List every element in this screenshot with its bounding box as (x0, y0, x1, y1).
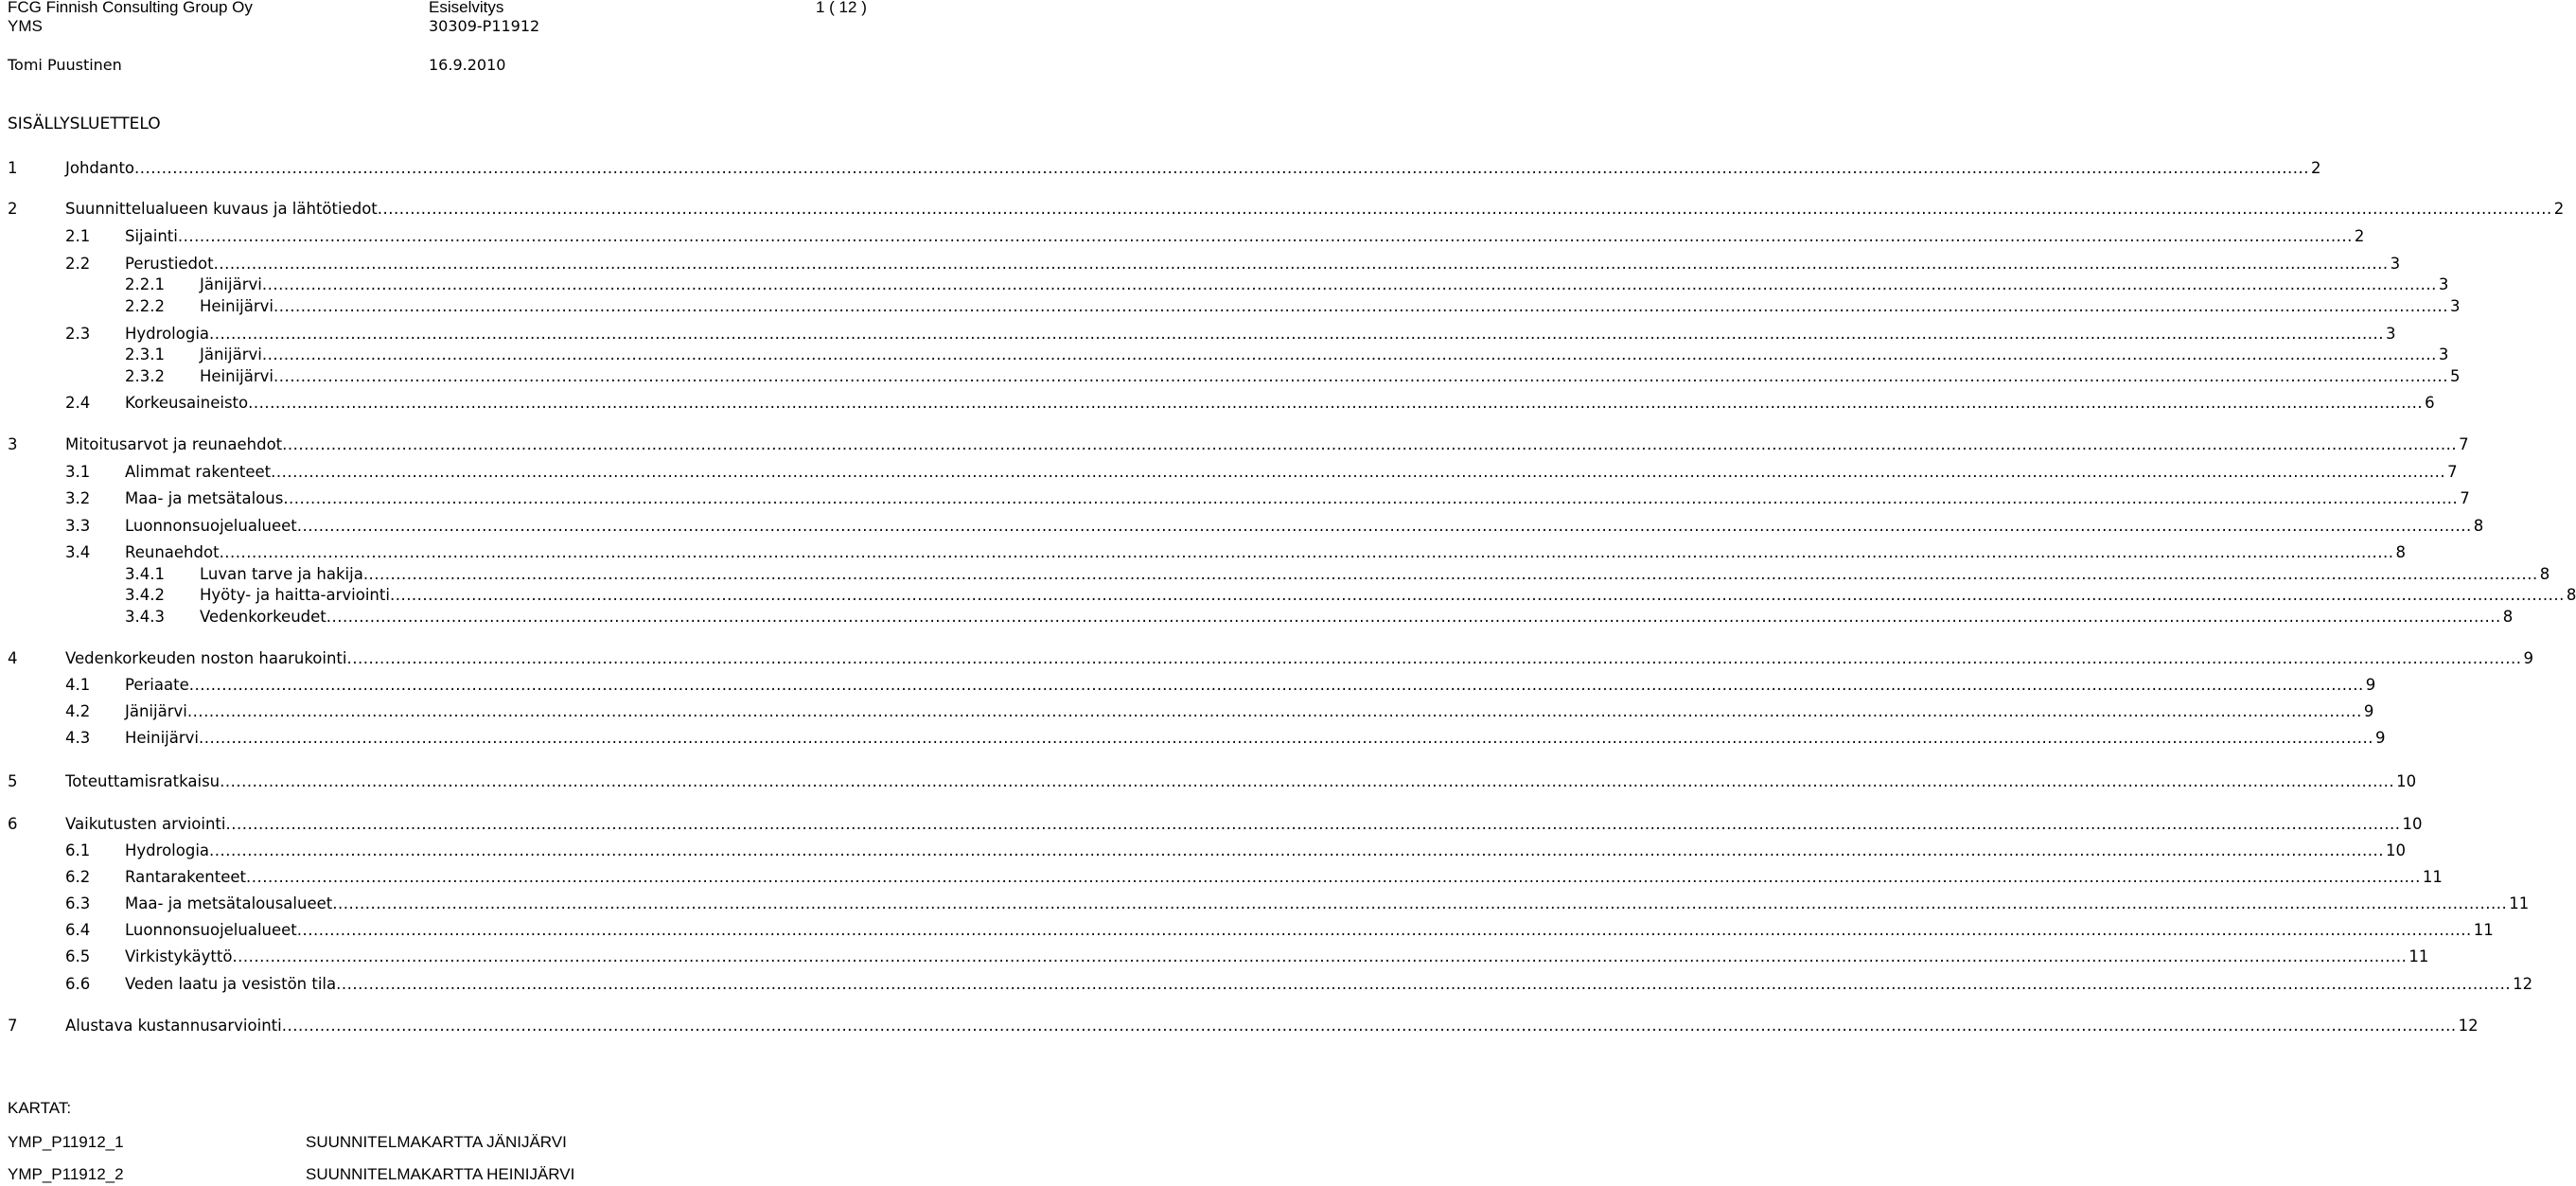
toc-entry-title: Perustiedot (125, 255, 214, 273)
toc-entry-title: Hyöty- ja haitta-arviointi (200, 586, 390, 604)
toc-entry[interactable] (0, 462, 2458, 483)
toc-entry-title: Sijainti (125, 227, 178, 245)
toc-entry[interactable] (0, 274, 2449, 295)
toc-dot-leader: ................................................................................................................................................................................................................................................................................................................................................................................................................ (273, 297, 2448, 315)
toc-title: SISÄLLYSLUETTELO (8, 115, 161, 133)
page-number: 1 ( 12 ) (816, 0, 867, 16)
toc-entry-title: Alustava kustannusarviointi (65, 1017, 282, 1035)
toc-entry[interactable] (0, 894, 2530, 914)
toc-dot-leader: ................................................................................................................................................................................................................................................................................................................................................................................................................ (186, 702, 2362, 720)
toc-entry-title: Virkistykäyttö (125, 947, 233, 965)
toc-entry-page: 8 (2395, 543, 2407, 561)
toc-entry-number: 3 (8, 435, 18, 453)
toc-entry-number: 3.4.1 (125, 565, 165, 583)
toc-entry-page: 2 (2354, 227, 2365, 245)
toc-entry-title: Luonnonsuojelualueet (125, 921, 297, 939)
toc-entry-page: 11 (2422, 868, 2443, 886)
toc-entry-title: Alimmat rakenteet (125, 463, 272, 481)
toc-entry-number: 6.1 (65, 841, 91, 859)
toc-entry-page: 7 (2460, 489, 2470, 507)
toc-dot-leader: ................................................................................................................................................................................................................................................................................................................................................................................................................ (261, 275, 2437, 293)
toc-dot-leader: ................................................................................................................................................................................................................................................................................................................................................................................................................ (245, 868, 2421, 886)
toc-entry-page: 9 (2374, 729, 2386, 747)
toc-entry[interactable] (0, 393, 2435, 414)
map-code-2: YMP_P11912_2 (8, 1165, 124, 1183)
toc-entry-number: 2.3.2 (125, 367, 165, 385)
toc-entry-title: Rantarakenteet (125, 868, 246, 886)
toc-entry[interactable] (0, 841, 2406, 861)
toc-entry-title: Jänijärvi (125, 702, 187, 720)
toc-entry-title: Periaate (125, 676, 189, 694)
toc-entry-page: 10 (2402, 815, 2423, 833)
toc-entry[interactable] (0, 974, 2533, 995)
toc-entry-number: 4.2 (65, 702, 91, 720)
company-name: FCG Finnish Consulting Group Oy (8, 0, 253, 16)
maps-title: KARTAT: (8, 1099, 72, 1117)
toc-entry[interactable] (0, 564, 2550, 585)
toc-entry-number: 6 (8, 815, 18, 833)
toc-entry-title: Maa- ja metsätalousalueet (125, 894, 333, 912)
toc-entry-page: 11 (2509, 894, 2530, 912)
toc-entry[interactable] (0, 771, 2417, 792)
toc-entry-page: 7 (2447, 463, 2458, 481)
toc-entry-number: 6.5 (65, 947, 91, 965)
toc-entry-page: 3 (2385, 325, 2396, 343)
unit-name: YMS (8, 17, 43, 35)
toc-dot-leader: ................................................................................................................................................................................................................................................................................................................................................................................................................ (332, 894, 2508, 912)
toc-entry-title: Jänijärvi (200, 275, 262, 293)
toc-entry[interactable] (0, 585, 2576, 606)
toc-entry[interactable] (0, 254, 2401, 274)
toc-entry-number: 2.3.1 (125, 345, 165, 363)
toc-dot-leader: ................................................................................................................................................................................................................................................................................................................................................................................................................ (326, 608, 2501, 626)
toc-entry-number: 5 (8, 772, 18, 790)
toc-entry[interactable] (0, 1016, 2479, 1036)
toc-dot-leader: ................................................................................................................................................................................................................................................................................................................................................................................................................ (261, 345, 2437, 363)
toc-entry-title: Hydrologia (125, 841, 210, 859)
author-name: Tomi Puustinen (8, 56, 122, 74)
toc-entry-page: 3 (2390, 255, 2401, 273)
toc-dot-leader: ................................................................................................................................................................................................................................................................................................................................................................................................................ (248, 394, 2424, 412)
toc-dot-leader: ................................................................................................................................................................................................................................................................................................................................................................................................................ (377, 200, 2552, 218)
toc-entry[interactable] (0, 158, 2321, 179)
toc-entry-number: 2.1 (65, 227, 91, 245)
toc-entry[interactable] (0, 607, 2514, 628)
document-date: 16.9.2010 (429, 56, 506, 74)
toc-entry-page: 6 (2425, 394, 2435, 412)
toc-dot-leader: ................................................................................................................................................................................................................................................................................................................................................................................................................ (225, 815, 2401, 833)
toc-dot-leader: ................................................................................................................................................................................................................................................................................................................................................................................................................ (219, 543, 2394, 561)
toc-entry[interactable] (0, 366, 2461, 387)
toc-dot-leader: ................................................................................................................................................................................................................................................................................................................................................................................................................ (346, 649, 2522, 667)
toc-entry[interactable] (0, 867, 2443, 888)
toc-entry-number: 6.6 (65, 975, 91, 993)
toc-entry-title: Heinijärvi (125, 729, 200, 747)
toc-entry-page: 3 (2449, 297, 2461, 315)
toc-dot-leader: ................................................................................................................................................................................................................................................................................................................................................................................................................ (188, 676, 2364, 694)
toc-entry-number: 2 (8, 200, 18, 218)
toc-entry-page: 2 (2310, 159, 2321, 177)
toc-entry-number: 3.1 (65, 463, 91, 481)
toc-entry-page: 9 (2363, 702, 2374, 720)
toc-entry-page: 5 (2449, 367, 2461, 385)
toc-entry-title: Vedenkorkeuden noston haarukointi (65, 649, 347, 667)
toc-entry-title: Luonnonsuojelualueet (125, 517, 297, 535)
toc-entry-number: 2.2.1 (125, 275, 165, 293)
toc-entry-page: 3 (2438, 275, 2449, 293)
toc-entry[interactable] (0, 675, 2376, 696)
toc-dot-leader: ................................................................................................................................................................................................................................................................................................................................................................................................................ (134, 159, 2309, 177)
toc-entry-number: 4 (8, 649, 18, 667)
toc-dot-leader: ................................................................................................................................................................................................................................................................................................................................................................................................................ (199, 729, 2373, 747)
toc-entry-number: 1 (8, 159, 18, 177)
toc-entry-number: 2.4 (65, 394, 91, 412)
toc-entry-page: 9 (2365, 676, 2376, 694)
toc-dot-leader: ................................................................................................................................................................................................................................................................................................................................................................................................................ (273, 367, 2448, 385)
map-name-2: SUUNNITELMAKARTTA HEINIJÄRVI (306, 1165, 575, 1183)
toc-entry-number: 4.1 (65, 676, 91, 694)
toc-entry-page: 11 (2473, 921, 2494, 939)
toc-dot-leader: ................................................................................................................................................................................................................................................................................................................................................................................................................ (209, 325, 2384, 343)
toc-dot-leader: ................................................................................................................................................................................................................................................................................................................................................................................................................ (209, 841, 2384, 859)
toc-entry-number: 6.3 (65, 894, 91, 912)
toc-dot-leader: ................................................................................................................................................................................................................................................................................................................................................................................................................ (281, 1017, 2457, 1035)
toc-entry-number: 3.4.3 (125, 608, 165, 626)
toc-entry-number: 7 (8, 1017, 18, 1035)
toc-entry[interactable] (0, 345, 2449, 365)
toc-entry-page: 11 (2408, 947, 2429, 965)
toc-entry-number: 3.4.2 (125, 586, 165, 604)
toc-entry[interactable] (0, 814, 2423, 835)
toc-entry-number: 6.2 (65, 868, 91, 886)
toc-entry[interactable] (0, 728, 2386, 749)
toc-entry-page: 12 (2513, 975, 2533, 993)
toc-dot-leader: ................................................................................................................................................................................................................................................................................................................................................................................................................ (296, 517, 2472, 535)
toc-entry-title: Heinijärvi (200, 297, 274, 315)
toc-entry[interactable] (0, 324, 2396, 345)
toc-entry-title: Suunnittelualueen kuvaus ja lähtötiedot (65, 200, 378, 218)
toc-entry-title: Johdanto (65, 159, 135, 177)
toc-entry-title: Maa- ja metsätalous (125, 489, 284, 507)
toc-entry-page: 3 (2438, 345, 2449, 363)
toc-entry[interactable] (0, 226, 2365, 247)
toc-dot-leader: ................................................................................................................................................................................................................................................................................................................................................................................................................ (271, 463, 2446, 481)
toc-entry[interactable] (0, 947, 2429, 967)
toc-entry-page: 7 (2459, 435, 2469, 453)
toc-dot-leader: ................................................................................................................................................................................................................................................................................................................................................................................................................ (213, 255, 2389, 273)
toc-entry-title: Veden laatu ja vesistön tila (125, 975, 337, 993)
toc-entry-title: Hydrologia (125, 325, 210, 343)
toc-entry-number: 2.2 (65, 255, 91, 273)
toc-entry-number: 3.3 (65, 517, 91, 535)
toc-dot-leader: ................................................................................................................................................................................................................................................................................................................................................................................................................ (389, 586, 2565, 604)
toc-entry-page: 8 (2539, 565, 2550, 583)
map-code-1: YMP_P11912_1 (8, 1133, 124, 1151)
toc-entry-page: 2 (2553, 200, 2565, 218)
toc-entry-title: Vaikutusten arviointi (65, 815, 226, 833)
toc-dot-leader: ................................................................................................................................................................................................................................................................................................................................................................................................................ (296, 921, 2472, 939)
toc-entry-page: 12 (2458, 1017, 2479, 1035)
toc-entry[interactable] (0, 296, 2461, 317)
toc-dot-leader: ................................................................................................................................................................................................................................................................................................................................................................................................................ (177, 227, 2353, 245)
toc-entry-title: Mitoitusarvot ja reunaehdot (65, 435, 283, 453)
toc-entry-title: Heinijärvi (200, 367, 274, 385)
toc-entry-page: 9 (2523, 649, 2533, 667)
toc-entry[interactable] (0, 648, 2533, 669)
document-type: Esiselvitys (429, 0, 504, 16)
toc-entry-number: 6.4 (65, 921, 91, 939)
toc-dot-leader: ................................................................................................................................................................................................................................................................................................................................................................................................................ (283, 489, 2459, 507)
toc-entry-title: Jänijärvi (200, 345, 262, 363)
toc-entry-page: 10 (2396, 772, 2417, 790)
toc-entry[interactable] (0, 516, 2484, 537)
toc-entry-title: Reunaehdot (125, 543, 220, 561)
toc-entry-title: Luvan tarve ja hakija (200, 565, 363, 583)
toc-dot-leader: ................................................................................................................................................................................................................................................................................................................................................................................................................ (336, 975, 2512, 993)
document-id: 30309-P11912 (429, 17, 540, 35)
toc-entry-number: 2.3 (65, 325, 91, 343)
toc-entry-page: 8 (2566, 586, 2576, 604)
toc-entry-number: 2.2.2 (125, 297, 165, 315)
toc-entry-page: 8 (2473, 517, 2484, 535)
toc-dot-leader: ................................................................................................................................................................................................................................................................................................................................................................................................................ (232, 947, 2408, 965)
toc-dot-leader: ................................................................................................................................................................................................................................................................................................................................................................................................................ (220, 772, 2395, 790)
toc-entry-page: 8 (2502, 608, 2514, 626)
toc-entry[interactable] (0, 488, 2470, 509)
toc-entry[interactable] (0, 920, 2494, 941)
toc-dot-leader: ................................................................................................................................................................................................................................................................................................................................................................................................................ (282, 435, 2458, 453)
toc-entry[interactable] (0, 701, 2374, 722)
toc-entry-title: Toteuttamisratkaisu (65, 772, 221, 790)
toc-entry[interactable] (0, 434, 2469, 455)
toc-entry-page: 10 (2385, 841, 2406, 859)
toc-entry[interactable] (0, 542, 2407, 563)
toc-entry-title: Korkeusaineisto (125, 394, 249, 412)
toc-entry-number: 3.4 (65, 543, 91, 561)
toc-entry-title: Vedenkorkeudet (200, 608, 326, 626)
toc-dot-leader: ................................................................................................................................................................................................................................................................................................................................................................................................................ (362, 565, 2538, 583)
toc-entry-number: 4.3 (65, 729, 91, 747)
toc-entry[interactable] (0, 199, 2565, 220)
map-name-1: SUUNNITELMAKARTTA JÄNIJÄRVI (306, 1133, 567, 1151)
toc-entry-number: 3.2 (65, 489, 91, 507)
